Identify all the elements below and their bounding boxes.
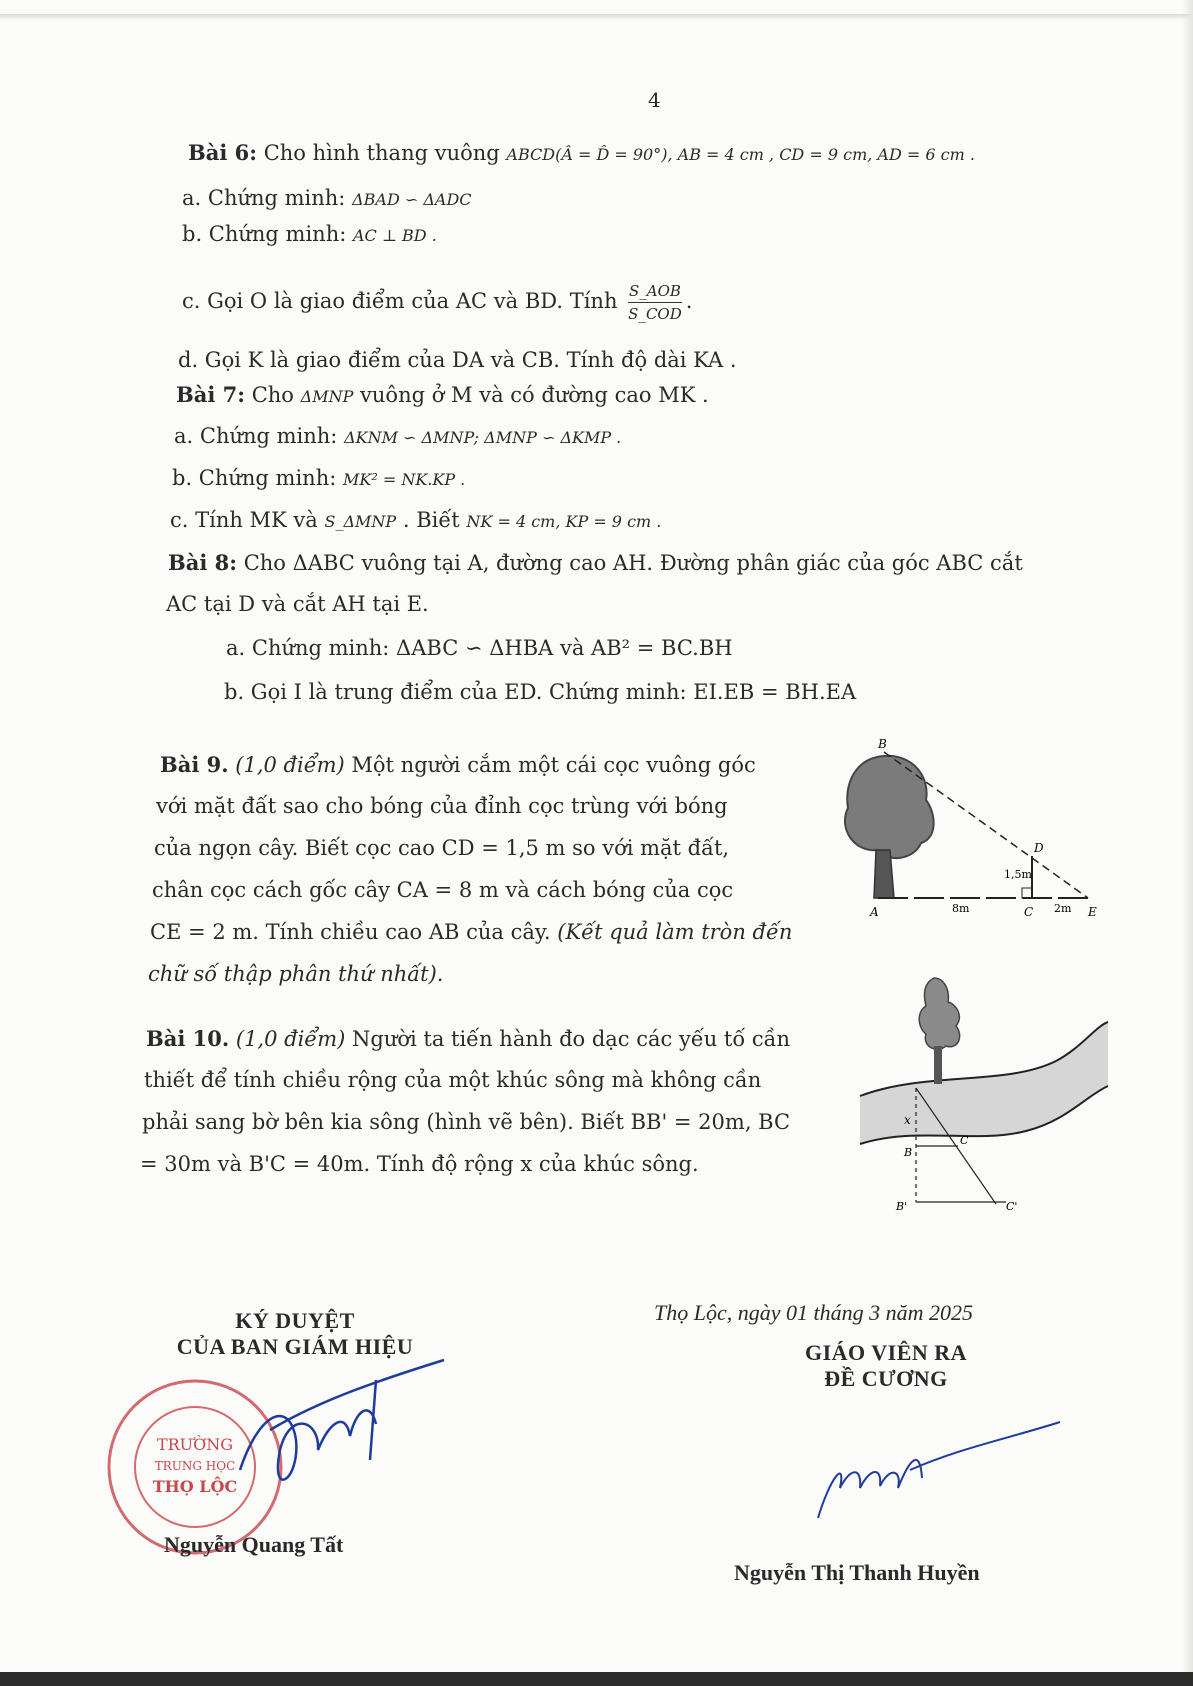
label-ca: 8m (952, 902, 970, 915)
small-tree-crown (919, 978, 959, 1049)
left-signer-name: Nguyễn Quang Tất (164, 1532, 344, 1557)
b10-figure (856, 976, 1112, 1222)
b9-l5a: CE = 2 m. Tính chiều cao AB của cây. (150, 920, 551, 944)
b6-part-b (182, 222, 437, 246)
b7-c-area: S_ΔMNP (324, 512, 397, 531)
scan-edge-right (1182, 0, 1193, 1686)
b7-title: Bài 7: (176, 382, 246, 407)
label-ce: 2m (1054, 902, 1072, 915)
b7-heading (176, 382, 709, 407)
b8-line-2: AC tại D và cắt AH tại E. (166, 592, 429, 616)
b10-title: Bài 10. (146, 1026, 230, 1051)
b6-a-text: a. Chứng minh: (182, 186, 346, 210)
scan-edge-top (0, 14, 1193, 20)
b7-c-mid: . Biết (402, 508, 460, 532)
b9-line-5 (150, 920, 792, 944)
b6-b-text: b. Chứng minh: (182, 222, 347, 246)
b9-line-2: với mặt đất sao cho bóng của đỉnh cọc trùng với bóng (156, 794, 728, 818)
b7-b-text: b. Chứng minh: (172, 466, 337, 490)
b9-figure (826, 738, 1116, 938)
stamp-line-1: TRƯỜNG (156, 1435, 234, 1454)
left-sign-line-2: CỦA BAN GIÁM HIỆU (176, 1334, 414, 1359)
label-x: x (904, 1113, 911, 1127)
b6-b-math: AC ⊥ BD . (353, 226, 437, 245)
b6-frac-den: S_COD (628, 305, 682, 323)
right-sign-title (756, 1340, 1016, 1392)
right-signer-name: Nguyễn Thị Thanh Huyền (734, 1560, 980, 1585)
b6-fraction (628, 280, 682, 325)
b6-part-c (182, 280, 692, 325)
b9-title: Bài 9. (160, 752, 229, 777)
b10-line-4: = 30m và B'C = 40m. Tính độ rộng x của khúc sông. (140, 1152, 699, 1176)
b8-part-a: a. Chứng minh: ΔABC ∽ ΔHBA và AB² = BC.BH (226, 636, 733, 660)
left-signature (200, 1340, 460, 1540)
b6-shape: ABCD(Â = D̂ = 90°) (506, 145, 668, 164)
b9-l1: Một người cắm một cái cọc vuông góc (351, 753, 756, 777)
b9-line-1 (160, 752, 756, 777)
small-tree-trunk (934, 1046, 942, 1084)
b6-c-text: c. Gọi O là giao điểm của AC và BD. Tính (182, 289, 618, 313)
b6-intro: Cho hình thang vuông (263, 141, 500, 165)
b8-title: Bài 8: (168, 550, 238, 575)
label-b: B (878, 738, 887, 751)
b6-part-d: d. Gọi K là giao điểm của DA và CB. Tính độ dài KA . (178, 348, 737, 372)
b9-line-4: chân cọc cách gốc cây CA = 8 m và cách bóng của cọc (152, 878, 734, 902)
b6-heading (188, 140, 975, 165)
b7-intro-math: ΔMNP (300, 387, 354, 406)
b9-points: (1,0 điểm) (235, 753, 345, 777)
b6-c-end: . (685, 289, 693, 313)
label-a: A (870, 905, 879, 919)
b10-line-1 (146, 1026, 790, 1051)
page-number: 4 (648, 88, 661, 112)
b7-c-given: NK = 4 cm, KP = 9 cm . (466, 512, 662, 531)
label-cp: C' (1006, 1200, 1018, 1213)
tree-trunk (874, 850, 894, 898)
b7-b-math: MK² = NK.KP . (343, 470, 466, 489)
b6-part-a (182, 186, 472, 210)
b7-c-text: c. Tính MK và (170, 508, 318, 532)
b9-line-6: chữ số thập phân thứ nhất). (148, 962, 444, 986)
label-d: D (1034, 841, 1044, 855)
stamp-line-2: TRUNG HỌC (154, 1459, 236, 1473)
label-cd: 1,5m (1004, 868, 1032, 881)
stamp-line-3: THỌ LỘC (152, 1477, 238, 1496)
label-c: C (960, 1134, 969, 1147)
tree-crown (845, 756, 934, 858)
b9-line-3: của ngọn cây. Biết cọc cao CD = 1,5 m so với mặt đất, (154, 836, 730, 860)
b7-part-b (172, 466, 465, 490)
label-b: B (904, 1146, 913, 1159)
b9-l5b: (Kết quả làm tròn đến (557, 920, 793, 944)
b7-part-a (174, 424, 621, 448)
river-band (860, 1022, 1108, 1144)
b10-line-3: phải sang bờ bên kia sông (hình vẽ bên). Biết BB' = 20m, BC (142, 1110, 791, 1134)
b6-given: , AB = 4 cm , CD = 9 cm, AD = 6 cm . (667, 145, 975, 164)
b6-title: Bài 6: (188, 140, 258, 165)
b8-l1: Cho ΔABC vuông tại A, đường cao AH. Đường phân giác của góc ABC cắt (243, 551, 1023, 575)
right-signature (810, 1418, 1070, 1538)
right-angle-mark (1022, 888, 1032, 898)
label-c: C (1024, 905, 1034, 919)
b10-l1: Người ta tiến hành đo dạc các yếu tố cần (352, 1027, 791, 1051)
b6-frac-num: S_AOB (628, 280, 682, 303)
label-bp: B' (896, 1200, 908, 1213)
right-sign-line-2: ĐỀ CƯƠNG (824, 1366, 948, 1391)
b8-line-1 (168, 550, 1023, 575)
b6-a-math: ΔBAD ∽ ΔADC (352, 190, 472, 209)
b7-intro-b: vuông ở M và có đường cao MK . (360, 383, 709, 407)
b10-points: (1,0 điểm) (235, 1027, 346, 1051)
b10-line-2: thiết để tính chiều rộng của một khúc sông mà không cần (144, 1068, 762, 1092)
b8-part-b: b. Gọi I là trung điểm của ED. Chứng minh: EI.EB = BH.EA (224, 680, 857, 704)
label-e: E (1088, 905, 1097, 919)
place-date: Thọ Lộc, ngày 01 tháng 3 năm 2025 (654, 1300, 973, 1325)
b7-part-c (170, 508, 661, 532)
b7-a-text: a. Chứng minh: (174, 424, 338, 448)
left-sign-line-1: KÝ DUYỆT (235, 1308, 355, 1333)
b7-a-math: ΔKNM ∽ ΔMNP; ΔMNP ∽ ΔKMP . (344, 428, 622, 447)
right-sign-line-1: GIÁO VIÊN RA (804, 1340, 968, 1365)
b7-intro-a: Cho (251, 383, 294, 407)
scan-edge-bottom (0, 1672, 1193, 1686)
